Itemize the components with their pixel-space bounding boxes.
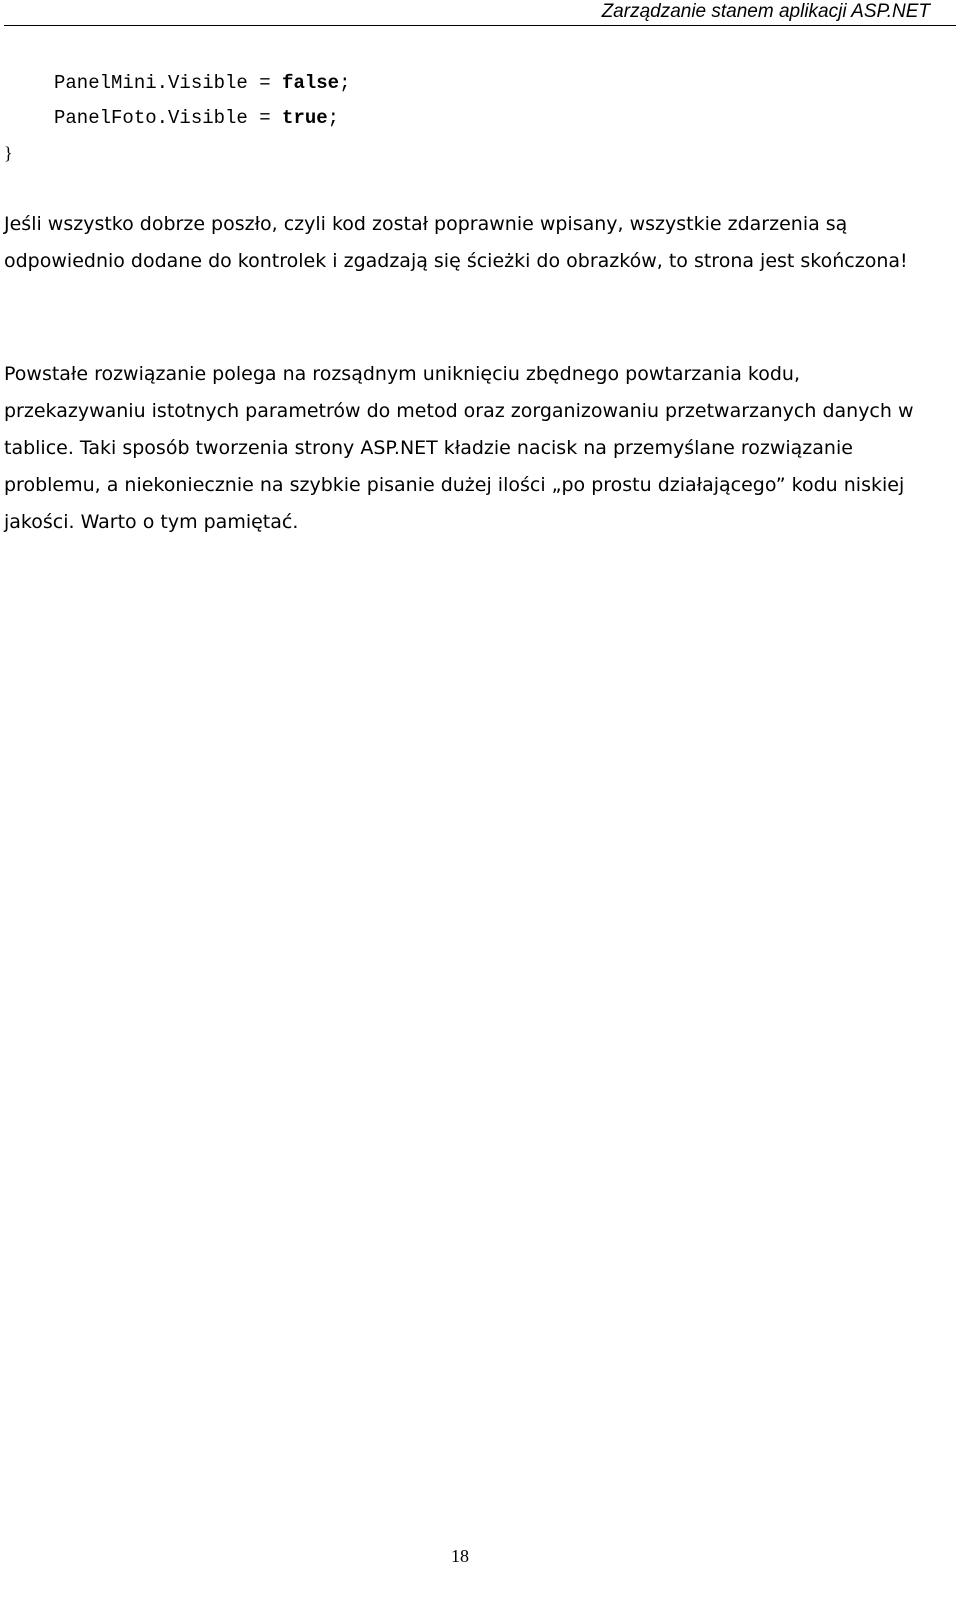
code-semicolon: ; bbox=[339, 72, 351, 94]
header-rule bbox=[4, 25, 956, 26]
page-header bbox=[0, 0, 960, 30]
paragraph-completion: Jeśli wszystko dobrze poszło, czyli kod został poprawnie wpisany, wszystkie zdarzenia są odpowiednio dodane do kontrolek i zgadzają się ścieżki do obrazków, to strona jest skończona! bbox=[4, 213, 908, 272]
code-snippet bbox=[4, 66, 350, 171]
code-semicolon: ; bbox=[327, 107, 340, 129]
header-title: Zarządzanie stanem aplikacji ASP.NET bbox=[601, 1, 930, 22]
code-keyword-true: true bbox=[282, 107, 328, 129]
code-text: PanelFoto.Visible = bbox=[54, 107, 283, 129]
page-number: 18 bbox=[451, 1546, 469, 1566]
code-closing-brace: } bbox=[4, 143, 13, 163]
code-line-panelmini bbox=[4, 66, 350, 101]
code-keyword-false: false bbox=[282, 72, 340, 94]
code-text: PanelMini.Visible = bbox=[54, 72, 283, 94]
code-line-panelfoto bbox=[4, 101, 350, 136]
paragraph-summary: Powstałe rozwiązanie polega na rozsądnym uniknięciu zbędnego powtarzania kodu, przekazywaniu istotnych parametrów do metod oraz zorganizowaniu przetwarzanych danych w tablice. Taki sposób tworzenia strony ASP.NET kładzie nacisk na przemyślane rozwiązanie problemu, a niekoniecznie na szybkie pisanie dużej ilości „po prostu działającego” kodu niskiej jakości. Warto o tym pamiętać. bbox=[4, 363, 914, 533]
